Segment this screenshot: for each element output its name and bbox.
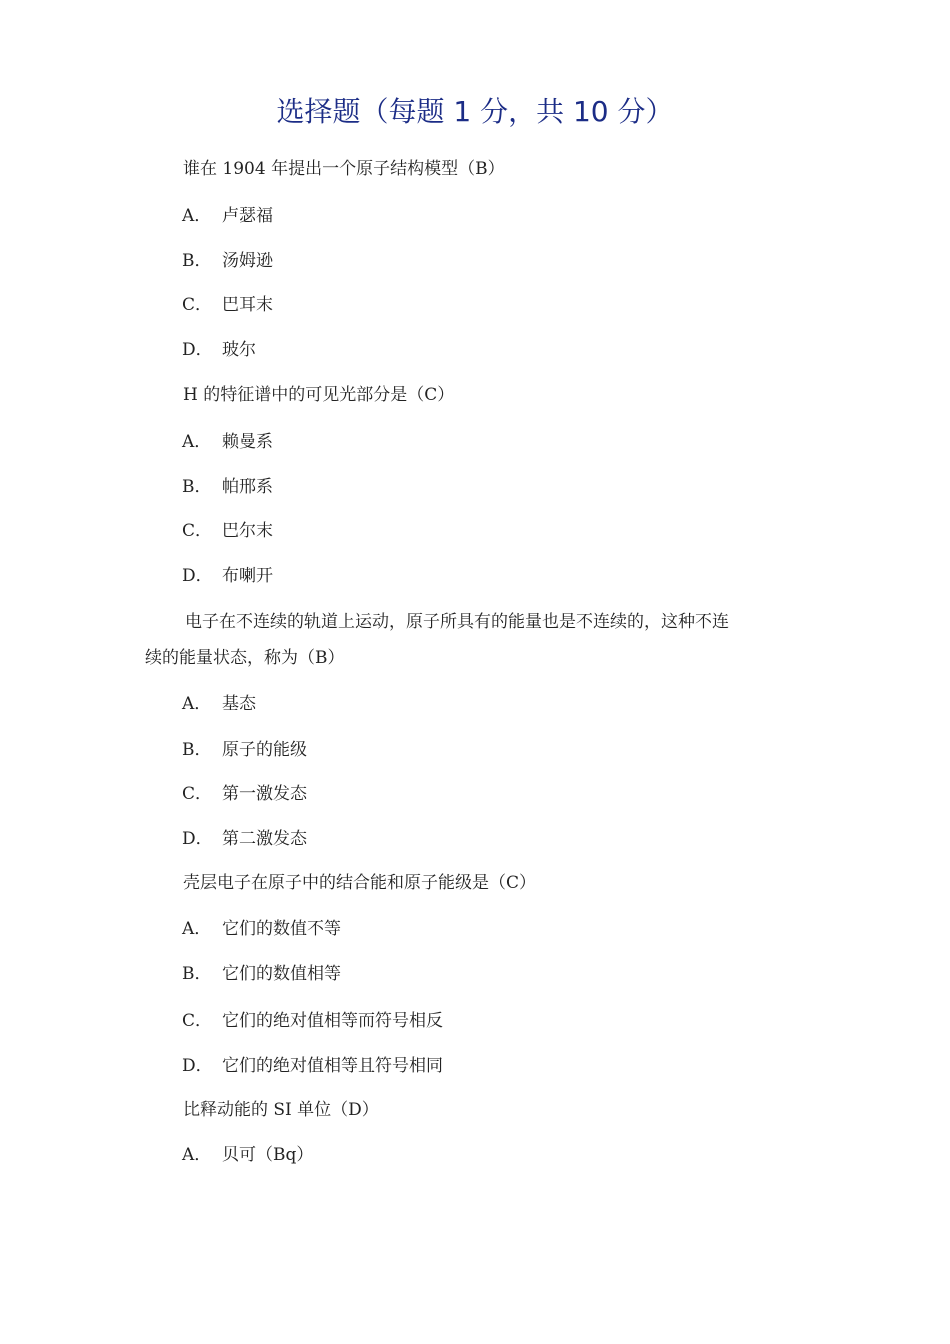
option-item: [182, 250, 273, 272]
option-letter: A．: [182, 1145, 212, 1165]
option-letter: A．: [182, 919, 212, 939]
option-item: [182, 783, 307, 805]
option-letter: D．: [182, 829, 213, 849]
option-text: 巴耳末: [222, 295, 273, 315]
option-text: 帕邢系: [222, 477, 273, 497]
option-text: 第一激发态: [222, 784, 307, 804]
option-letter: B．: [182, 964, 212, 984]
option-text: 贝可（Bq）: [222, 1145, 314, 1165]
option-item: [182, 205, 273, 227]
option-letter: D．: [182, 1056, 213, 1076]
question-stem-line-2: 续的能量状态，称为（B）: [145, 648, 345, 668]
option-item: [182, 693, 256, 715]
option-item: [182, 963, 341, 985]
option-item: [182, 1055, 443, 1077]
option-item: [182, 339, 256, 361]
option-text: 它们的数值相等: [222, 964, 341, 984]
option-text: 第二激发态: [222, 829, 307, 849]
option-letter: A．: [182, 694, 212, 714]
option-item: [182, 828, 307, 850]
question-stem: 比释动能的 SI 单位（D）: [183, 1100, 379, 1120]
question-stem: 壳层电子在原子中的结合能和原子能级是（C）: [183, 873, 537, 893]
option-text: 巴尔末: [222, 521, 273, 541]
option-item: [182, 431, 273, 453]
option-text: 它们的绝对值相等而符号相反: [222, 1011, 443, 1031]
option-letter: C．: [182, 295, 213, 315]
question-stem: 谁在 1904 年提出一个原子结构模型（B）: [183, 159, 505, 179]
option-text: 玻尔: [222, 340, 256, 360]
option-item: [182, 1010, 443, 1032]
option-text: 它们的数值不等: [222, 919, 341, 939]
option-text: 卢瑟福: [222, 206, 273, 226]
option-letter: D．: [182, 340, 213, 360]
option-letter: A．: [182, 432, 212, 452]
option-item: [182, 918, 341, 940]
option-text: 它们的绝对值相等且符号相同: [222, 1056, 443, 1076]
option-text: 赖曼系: [222, 432, 273, 452]
option-item: [182, 520, 273, 542]
option-item: [182, 739, 307, 761]
option-text: 汤姆逊: [222, 251, 273, 271]
option-letter: B．: [182, 477, 212, 497]
question-stem: H 的特征谱中的可见光部分是（C）: [183, 385, 455, 405]
option-item: [182, 476, 273, 498]
option-item: [182, 294, 273, 316]
question-stem-line-1: 电子在不连续的轨道上运动，原子所具有的能量也是不连续的，这种不连: [185, 612, 729, 632]
option-letter: D．: [182, 566, 213, 586]
option-item: [182, 565, 273, 587]
option-letter: C．: [182, 1011, 213, 1031]
page-title: 选择题（每题 1 分，共 10 分）: [276, 95, 674, 128]
option-text: 原子的能级: [222, 740, 307, 760]
option-letter: B．: [182, 251, 212, 271]
option-letter: B．: [182, 740, 212, 760]
option-text: 布喇开: [222, 566, 273, 586]
option-item: [182, 1144, 313, 1166]
option-letter: C．: [182, 521, 213, 541]
option-text: 基态: [222, 694, 256, 714]
option-letter: C．: [182, 784, 213, 804]
option-letter: A．: [182, 206, 212, 226]
